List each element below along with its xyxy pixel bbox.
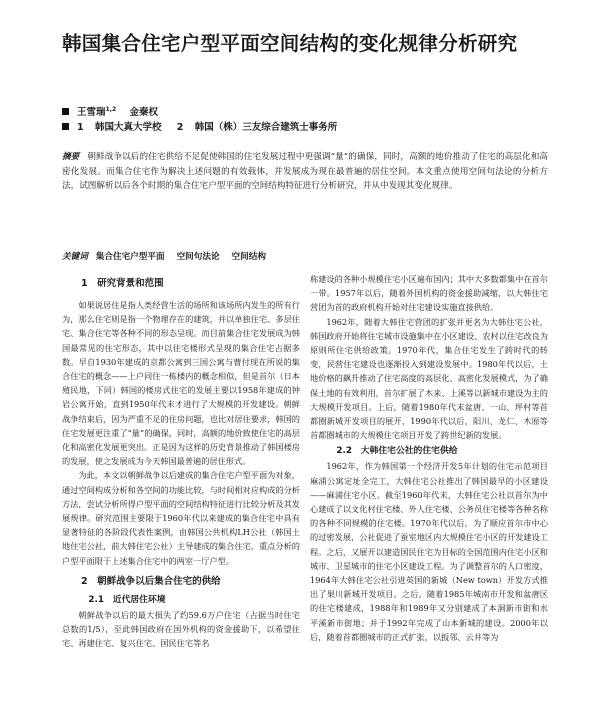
keyword: 空间句法论 <box>176 252 220 262</box>
affiliation-number: 1 <box>77 122 84 133</box>
paragraph: 为此，本文以朝鲜战争以后建成的集合住宅户型平面为对象，通过空间构成分析和各空间的功能比较，与时间相对应构成的分析方法，尝试分析所得户型平面的空间结构特征进行比较分析及其发展规律。研究范围主要限于1960年代以来建成的集合住宅中具有显著特征的各阶段代表性案例，由韩国公共机构LH公社（韩国土地住宅公社，前大韩住宅公社）主导建成的集合住宅，重点分析的户型平面限于上述集合住宅中的两室一厅户型。 <box>62 470 300 566</box>
keyword: 集合住宅户型平面 <box>95 252 165 262</box>
affiliation-line <box>62 121 337 135</box>
subsection-heading: 2.2 大韩住宅公社的住宅供给 <box>336 446 458 457</box>
left-column <box>62 272 300 650</box>
author-name: 王雪瑞 <box>77 107 106 119</box>
paragraph: 1962年，随着大韩住宅营团的扩张并更名为大韩住宅公社，韩国政府开始将住宅城市设施集中在小区建设、农村以住宅改良为原则所住宅供给政策。1970年代，集合住宅发生了跨时代的转变，民营住宅建设也逐渐投入到建设发展中。1980年代以后，土地价格的飙升推动了住宅高度的高层化、高密化发展模式，为了确保土地的有效利用，首尔扩展了木来、上溪等以新城市建设为主的大规模开发项目。上后，随着1980年代末盆唐、一山、坪村等首都圈新城开发项目的展开，1990年代以后，阳川、龙仁、木原等首都圈城市的大规模住宅项目开发了跨世纪新的发展。 <box>310 316 548 441</box>
keywords <box>62 250 548 264</box>
affiliation-name: 韩国大真大学校 <box>94 122 162 133</box>
abstract-label: 摘要 <box>62 152 80 162</box>
second-author-name: 金秦权 <box>129 107 158 119</box>
abstract <box>62 150 548 194</box>
keywords-label: 关键词 <box>62 252 88 262</box>
author-superscript: 1,2 <box>105 106 117 113</box>
paragraph: 朝鲜战争以后的最大损失了约59.6万户住宅（占据当时住宅总数的1/5），至此韩国政府在国外机构的资金援助下，以希望住宅、再建住宅、复兴住宅、国民住宅等名 <box>62 609 300 649</box>
affiliation-number: 2 <box>176 122 184 133</box>
paper-title: 韩国集合住宅户型平面空间结构的变化规律分析研究 <box>62 32 518 55</box>
bullet-square-icon <box>62 123 69 130</box>
keyword: 空间结构 <box>231 252 266 262</box>
paragraph: 1962年，作为韩国第一个经济开发5年计划的住宅示范项目麻浦公寓定址全完工，大韩住宅公社推出了韩国最早的小区建设——麻浦住宅小区。截至1960年代末，大韩住宅公社以首尔为中心建成了以文化村住宅楼、外人住宅楼、公务员住宅楼等各种名称的各种不同规模的住宅楼。1970年代以后，为了顺应首尔市中心的过密发展，公社促进了蚕室地区内大规模住宅小区的开发建设工程。之后，又展开以建造国民住宅为目标的全国范围内住宅小区和城市、卫星城市的住宅小区建设工程。为了调整首尔的人口密度，1964年大韩住宅公社引进英国的新城（New town）开发方式推出了果川新城开发项目。之后，随着1985年城南市开发和盆唐区的住宅楼建成，1988年和1989年又分别建成了本洞新市街和水平溪新市街地；并于1992年完成了山本新城的建设。2000年以后，随着首都圈城市的正式扩张，以扳邻、云井等为 <box>310 461 548 642</box>
section-heading: 1 研究背景和范围 <box>81 278 164 289</box>
bullet-square-icon <box>62 108 69 115</box>
body-columns <box>0 272 600 723</box>
subsection-heading: 2.1 近代居住环境 <box>88 594 166 605</box>
author-line <box>62 103 158 120</box>
abstract-text: 朝鲜战争以后的住宅供给不足促使韩国的住宅发展过程中更强调“量”的确保，同时，高额的地价推动了住宅的高层化和高密化发展。而集合住宅作为解决上述问题的有效载体，并发展成为现在最普遍的居住空间。本文重点使用空间句法论的分析方法，试图解析以后各个时期的集合住宅户型平面的空间结构特征进行分析研究，并从中发现其变化规律。 <box>62 152 548 192</box>
paragraph: 如果说居住是指人类经营生活的场所和该场所内发生的所有行为，那么住宅则是指一个物理存在的建筑，并以单独住宅、多层住宅、集合住宅等各种不同的形态呈现。而目前集合住宅发展成为韩国最常见的住宅形态，其中以住宅楼形式呈现的集合住宅占据多数。早自1930年建成的京都公寓到三国公寓与曹付现在所说的集合住宅的概念——上户同住一栋楼内的概念相似，但是首尔（日本殖民地，下同）韩国的楼房式住宅的发展主要以1958年建成的钟岩公寓开始，直到1950年代末才进行了大规模的开发建设。朝鲜战争结束后，因为严重不足的住房问题，也比对居住要求，韩国的住宅发展更注重了“量”的确保，同时，高额的地价致使住宅的高层化和高密化发展更突出。正是因为这样的历史背景推动了韩国楼房的发展，使之发展成为今天韩国最普遍的居住形式。 <box>62 300 300 467</box>
section-heading: 2 朝鲜战争以后集合住宅的供给 <box>81 575 221 587</box>
paragraph: 称建设的各种小规模住宅小区遍布国内；其中大多数都集中在首尔一带。1957年以后，随着外国机构的资金援助减缩，以大韩住宅营团为首的政府机构开始对住宅建设实施直接供给。 <box>310 274 548 313</box>
right-column <box>310 272 548 644</box>
affiliation-name: 韩国（株）三友综合建筑士事务所 <box>194 122 338 133</box>
